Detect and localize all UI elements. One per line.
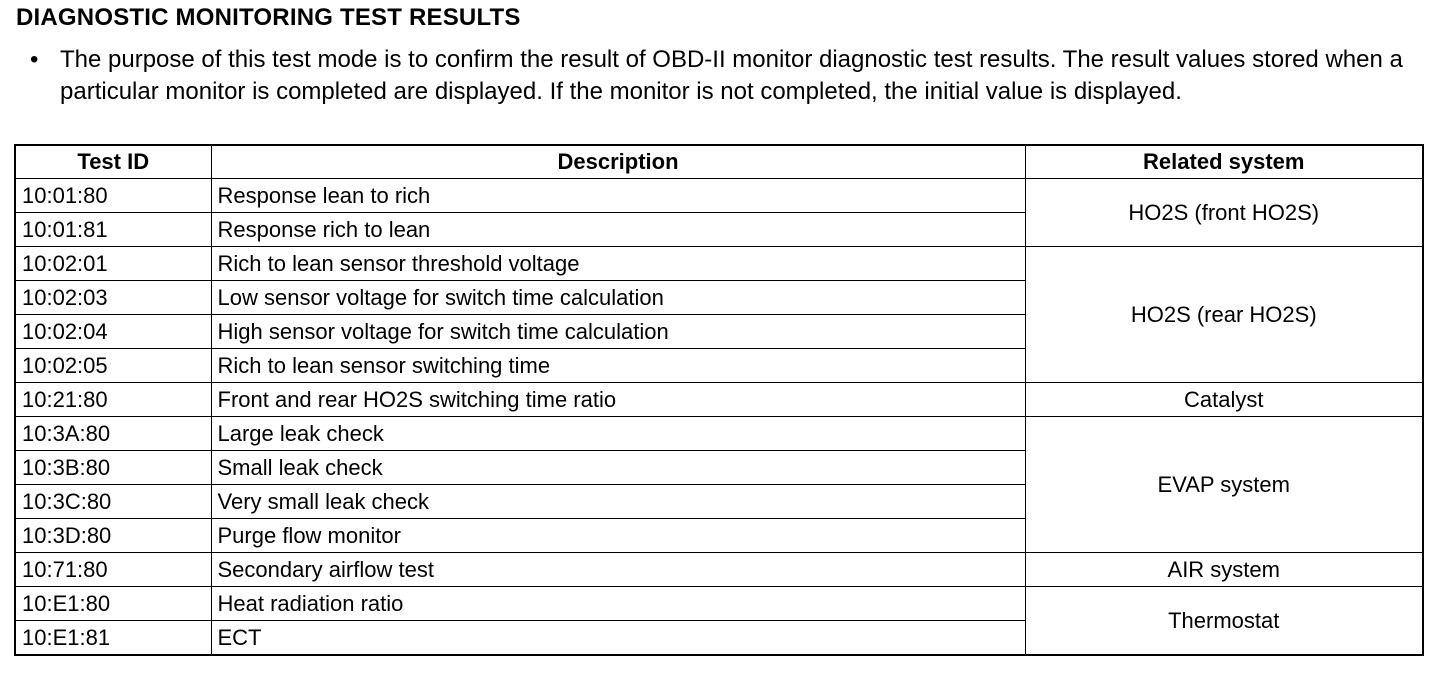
intro-bullet [30, 44, 1420, 108]
description-cell: Front and rear HO2S switching time ratio [211, 383, 1025, 417]
description-cell: Rich to lean sensor switching time [211, 349, 1025, 383]
description-cell: Response lean to rich [211, 179, 1025, 213]
test-id-cell: 10:3A:80 [15, 417, 211, 451]
related-system-cell: HO2S (rear HO2S) [1025, 247, 1423, 383]
test-id-cell: 10:21:80 [15, 383, 211, 417]
description-cell: Rich to lean sensor threshold voltage [211, 247, 1025, 281]
test-id-cell: 10:01:81 [15, 213, 211, 247]
description-cell: Large leak check [211, 417, 1025, 451]
test-id-cell: 10:E1:81 [15, 621, 211, 656]
table-body [15, 179, 1423, 656]
related-system-cell: EVAP system [1025, 417, 1423, 553]
test-id-cell: 10:02:05 [15, 349, 211, 383]
description-cell: ECT [211, 621, 1025, 656]
description-cell: Very small leak check [211, 485, 1025, 519]
table-header-row [15, 145, 1423, 179]
description-cell: Response rich to lean [211, 213, 1025, 247]
header-description: Description [211, 145, 1025, 179]
related-system-cell: HO2S (front HO2S) [1025, 179, 1423, 247]
test-id-cell: 10:02:01 [15, 247, 211, 281]
description-cell: Small leak check [211, 451, 1025, 485]
table-row [15, 553, 1423, 587]
test-id-cell: 10:3B:80 [15, 451, 211, 485]
bullet-icon: • [30, 46, 39, 73]
description-cell: Low sensor voltage for switch time calculation [211, 281, 1025, 315]
test-results-table [14, 144, 1424, 656]
test-id-cell: 10:E1:80 [15, 587, 211, 621]
page-title: DIAGNOSTIC MONITORING TEST RESULTS [16, 4, 521, 31]
test-id-cell: 10:3D:80 [15, 519, 211, 553]
header-test-id: Test ID [15, 145, 211, 179]
description-cell: Purge flow monitor [211, 519, 1025, 553]
intro-text: The purpose of this test mode is to confirm the result of OBD-II monitor diagnostic test results. The result values stored when a particular monitor is completed are displayed. If the monitor is not completed, the initial value is displayed. [60, 46, 1403, 105]
test-id-cell: 10:3C:80 [15, 485, 211, 519]
related-system-cell: AIR system [1025, 553, 1423, 587]
table-row [15, 179, 1423, 213]
description-cell: High sensor voltage for switch time calculation [211, 315, 1025, 349]
table-row [15, 247, 1423, 281]
table-row [15, 417, 1423, 451]
description-cell: Secondary airflow test [211, 553, 1025, 587]
table-row [15, 383, 1423, 417]
test-id-cell: 10:71:80 [15, 553, 211, 587]
related-system-cell: Thermostat [1025, 587, 1423, 656]
description-cell: Heat radiation ratio [211, 587, 1025, 621]
test-id-cell: 10:01:80 [15, 179, 211, 213]
test-id-cell: 10:02:03 [15, 281, 211, 315]
test-id-cell: 10:02:04 [15, 315, 211, 349]
table-row [15, 587, 1423, 621]
header-related-system: Related system [1025, 145, 1423, 179]
related-system-cell: Catalyst [1025, 383, 1423, 417]
